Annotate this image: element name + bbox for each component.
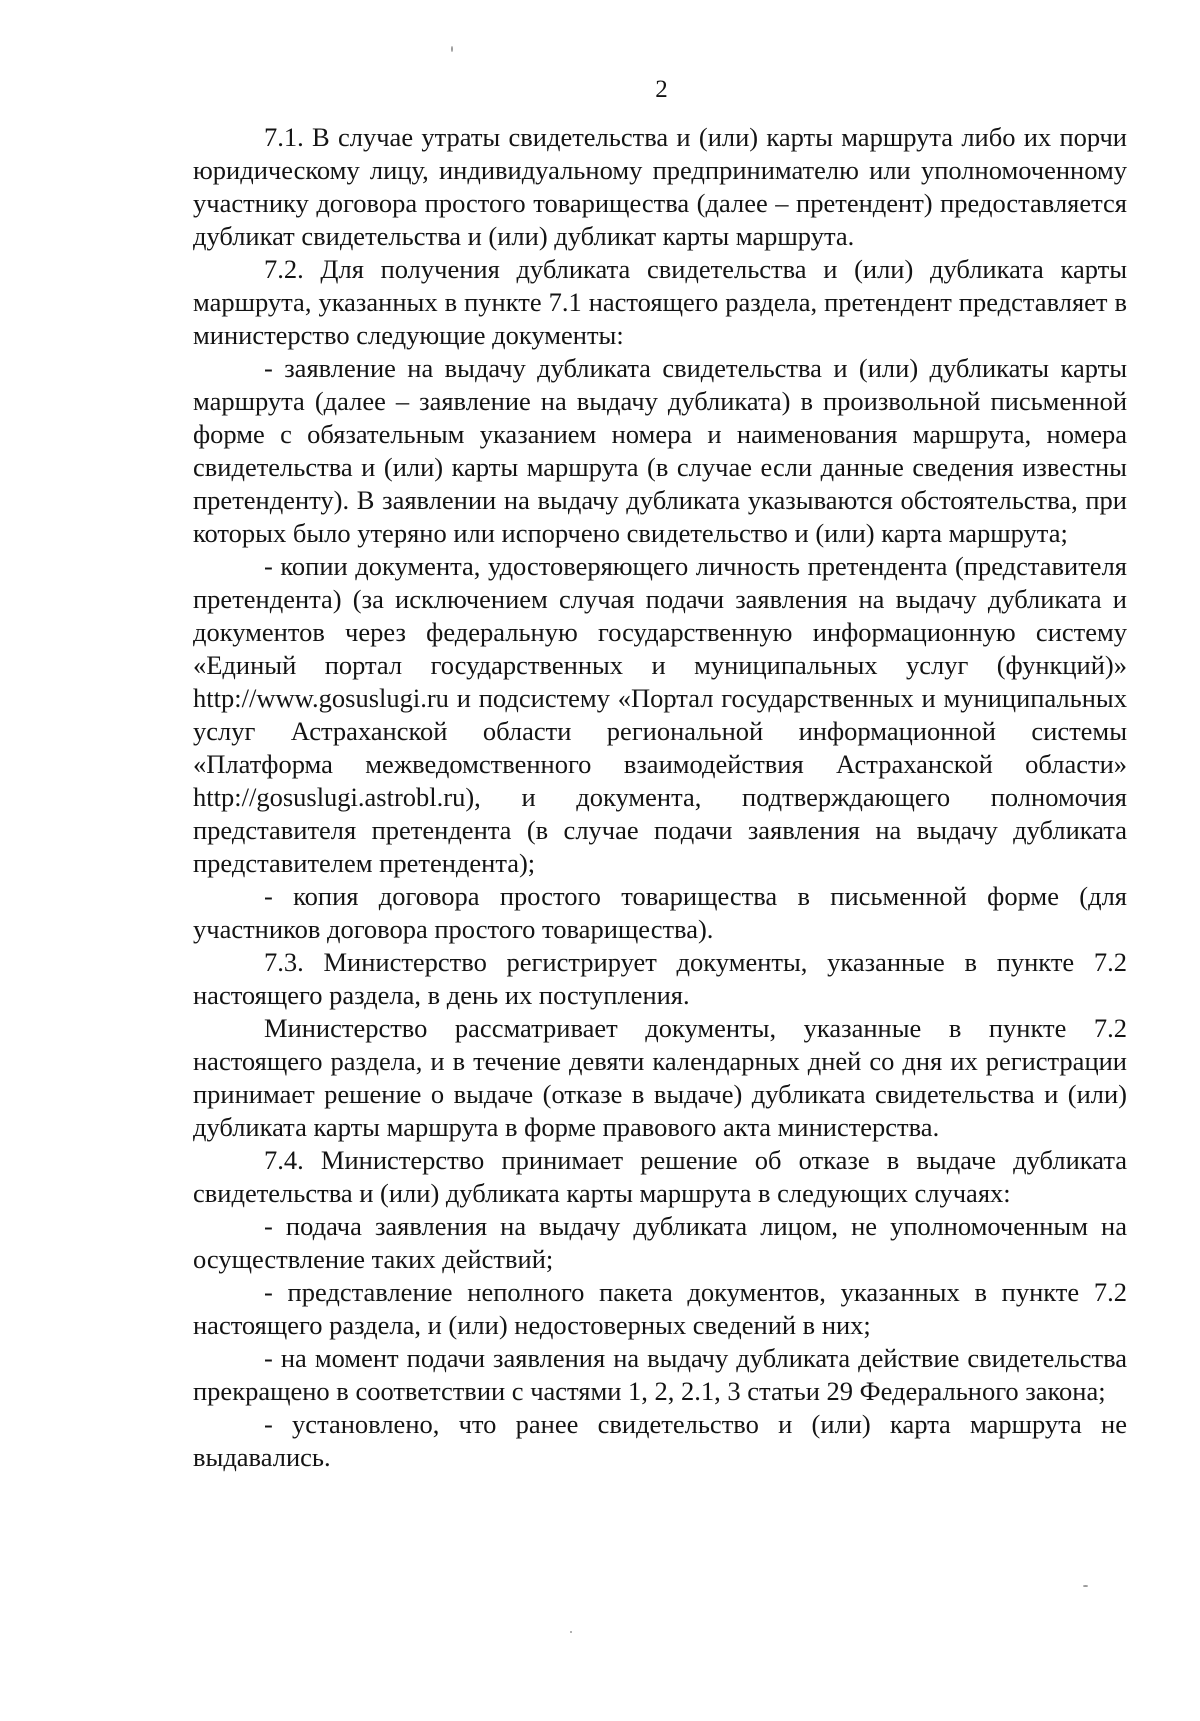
list-item-application: - заявление на выдачу дубликата свидетельства и (или) дубликаты карты маршрута (далее – заявление на выдачу дубликата) в произвольной письменной форме с обязательным указанием номера и наименования маршрута, номера свидетельства и (или) карты маршрута (в случае если данные сведения известны претенденту). В заявлении на выдачу дубликата указываются обстоятельства, при которых было утеряно или испорчено свидетельство и (или) карта маршрута;: [193, 353, 1127, 548]
list-item-incomplete-documents: - представление неполного пакета документов, указанных в пункте 7.2 настоящего раздела, и (или) недостоверных сведений в них;: [193, 1277, 1127, 1340]
list-item-unauthorized-person: - подача заявления на выдачу дубликата лицом, не уполномоченным на осуществление таких действий;: [193, 1211, 1127, 1274]
list-item-partnership-agreement: - копия договора простого товарищества в письменной форме (для участников договора простого товарищества).: [193, 881, 1127, 944]
document-body: [193, 121, 1127, 1474]
scan-speck: [1083, 1585, 1088, 1587]
paragraph-7-1: 7.1. В случае утраты свидетельства и (или) карты маршрута либо их порчи юридическому лицу, индивидуальному предпринимателю или уполномоченному участнику договора простого товарищества (далее – претендент) предоставляется дубликат свидетельства и (или) дубликат карты маршрута.: [193, 122, 1127, 251]
list-item-not-issued: - установлено, что ранее свидетельство и (или) карта маршрута не выдавались.: [193, 1409, 1127, 1472]
paragraph-7-3: 7.3. Министерство регистрирует документы, указанные в пункте 7.2 настоящего раздела, в день их поступления.: [193, 947, 1127, 1010]
scan-speck: [570, 1631, 572, 1633]
paragraph-7-2: 7.2. Для получения дубликата свидетельства и (или) дубликата карты маршрута, указанных в пункте 7.1 настоящего раздела, претендент представляет в министерство следующие документы:: [193, 254, 1127, 350]
scan-speck: [451, 46, 453, 52]
paragraph-7-4: 7.4. Министерство принимает решение об отказе в выдаче дубликата свидетельства и (или) дубликата карты маршрута в следующих случаях:: [193, 1145, 1127, 1208]
list-item-identity-documents: - копии документа, удостоверяющего личность претендента (представителя претендента) (за исключением случая подачи заявления на выдачу дубликата и документов через федеральную государственную информационную систему «Единый портал государственных и муниципальных услуг (функций)» http://www.gosuslugi.ru и подсистему «Портал государственных и муниципальных услуг Астраханской области региональной информационной системы «Платформа межведомственного взаимодействия Астраханской области» http://gosuslugi.astrobl.ru), и документа, подтверждающего полномочия представителя претендента (в случае подачи заявления на выдачу дубликата представителем претендента);: [193, 551, 1127, 878]
page-number: 2: [655, 76, 668, 103]
paragraph-7-3-review: Министерство рассматривает документы, указанные в пункте 7.2 настоящего раздела, и в течение девяти календарных дней со дня их регистрации принимает решение о выдаче (отказе в выдаче) дубликата свидетельства и (или) дубликата карты маршрута в форме правового акта министерства.: [193, 1013, 1127, 1142]
list-item-certificate-terminated: - на момент подачи заявления на выдачу дубликата действие свидетельства прекращено в соответствии с частями 1, 2, 2.1, 3 статьи 29 Федерального закона;: [193, 1343, 1127, 1406]
